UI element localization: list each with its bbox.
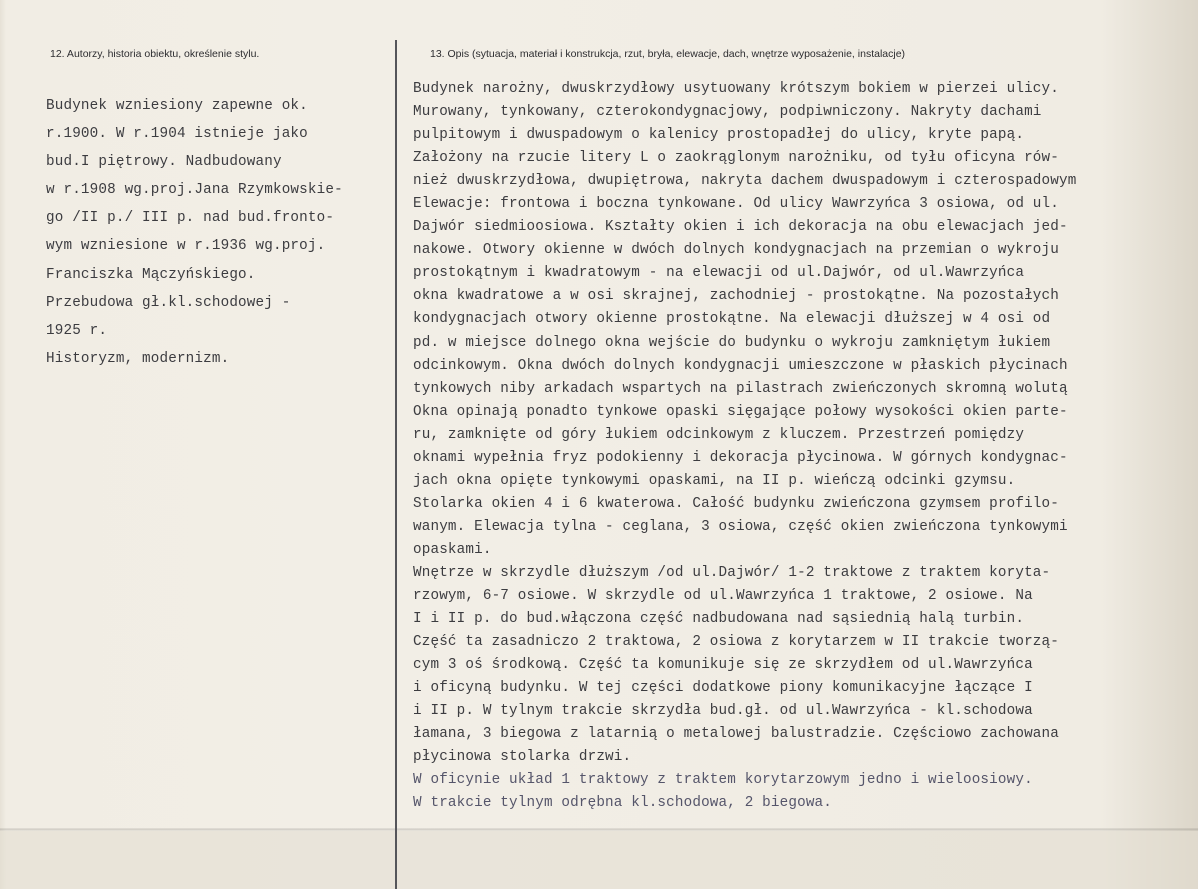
text-line: okna kwadratowe a w osi skrajnej, zachodniej - prostokątne. Na pozostałych: [413, 288, 1059, 305]
section-13-header: 13. Opis (sytuacja, materiał i konstrukcja, rzut, bryła, elewacje, dach, wnętrze wyposażenie, instalacje): [430, 48, 906, 60]
text-line: nakowe. Otwory okienne w dwóch dolnych kondygnacjach na przemian o wykroju: [413, 242, 1059, 259]
paper-fold-shadow: [0, 831, 1198, 889]
text-line: prostokątnym i kwadratowym - na elewacji od ul.Dajwór, od ul.Wawrzyńca: [413, 265, 1025, 282]
text-line: Elewacje: frontowa i boczna tynkowane. Od ulicy Wawrzyńca 3 osiowa, od ul.: [413, 196, 1059, 213]
text-line: go /II p./ III p. nad bud.fronto-: [46, 210, 335, 227]
description-text: [413, 78, 1076, 816]
column-divider: [395, 40, 397, 889]
text-line: r.1900. W r.1904 istnieje jako: [46, 126, 308, 143]
text-line: i oficyną budynku. W tej części dodatkowe piony komunikacyjne łączące I: [413, 680, 1033, 697]
text-line: Okna opinają ponadto tynkowe opaski sięgające połowy wysokości okien parte-: [413, 403, 1068, 420]
text-line: ru, zamknięte od góry łukiem odcinkowym z kluczem. Przestrzeń pomiędzy: [413, 426, 1025, 443]
text-line: rzowym, 6-7 osiowe. W skrzydle od ul.Wawrzyńca 1 traktowe, 2 osiowe. Na: [413, 588, 1033, 605]
text-line: Franciszka Mączyńskiego.: [46, 266, 256, 283]
authors-history-text: [46, 92, 343, 373]
text-line: Dajwór siedmioosiowa. Kształty okien i ich dekoracja na obu elewacjach jed-: [413, 219, 1068, 236]
text-line: nież dwuskrzydłowa, dwupiętrowa, nakryta dachem dwuspadowym i czterospadowym: [413, 173, 1077, 190]
text-line: pd. w miejsce dolnego okna wejście do budynku o wykroju zamkniętym łukiem: [413, 334, 1051, 351]
text-line: wanym. Elewacja tylna - ceglana, 3 osiowa, część okien zwieńczona tynkowymi: [413, 518, 1068, 535]
text-line: Budynek narożny, dwuskrzydłowy usytuowany krótszym bokiem w pierzei ulicy.: [413, 81, 1059, 97]
text-line: tynkowych niby arkadach wspartych na pilastrach zwieńczonych skromną wolutą: [413, 380, 1068, 397]
text-line: w r.1908 wg.proj.Jana Rzymkowskie-: [46, 182, 343, 199]
text-line: Budynek wzniesiony zapewne ok.: [46, 98, 308, 114]
text-line: i II p. W tylnym trakcie skrzydła bud.gł. od ul.Wawrzyńca - kl.schodowa: [413, 703, 1033, 720]
text-line: wym wzniesione w r.1936 wg.proj.: [46, 238, 326, 255]
text-line: łamana, 3 biegowa z latarnią o metalowej balustradzie. Częściowo zachowana: [413, 726, 1059, 743]
text-line: I i II p. do bud.włączona część nadbudowana nad sąsiednią halą turbin.: [413, 611, 1025, 628]
text-line: Stolarka okien 4 i 6 kwaterowa. Całość budynku zwieńczona gzymsem profilo-: [413, 495, 1059, 512]
text-line: opaskami.: [413, 541, 492, 558]
text-line: odcinkowym. Okna dwóch dolnych kondygnacji umieszczone w płaskich płycinach: [413, 357, 1068, 374]
text-line: 1925 r.: [46, 322, 108, 339]
text-line: Założony na rzucie litery L o zaokrąglonym narożniku, od tyłu oficyna rów-: [413, 150, 1059, 167]
text-line: jach okna opięte tynkowymi opaskami, na II p. wieńczą odcinki gzymsu.: [413, 472, 1016, 489]
text-line: Przebudowa gł.kl.schodowej -: [46, 294, 291, 311]
text-line: W oficynie układ 1 traktowy z traktem korytarzowym jedno i wieloosiowy.: [413, 772, 1033, 789]
text-line: oknami wypełnia fryz podokienny i dekoracja płycinowa. W górnych kondygnac-: [413, 449, 1068, 466]
text-line: Część ta zasadniczo 2 traktowa, 2 osiowa z korytarzem w II trakcie tworzą-: [413, 634, 1059, 651]
text-line: kondygnacjach otwory okienne prostokątne. Na elewacji dłuższej w 4 osi od: [413, 311, 1051, 328]
text-line: bud.I piętrowy. Nadbudowany: [46, 154, 282, 171]
text-line: Historyzm, modernizm.: [46, 350, 230, 367]
text-line: płycinowa stolarka drzwi.: [413, 749, 632, 766]
section-12-header: 12. Autorzy, historia obiektu, określenie stylu.: [50, 48, 260, 60]
text-line: cym 3 oś środkową. Część ta komunikuje się ze skrzydłem od ul.Wawrzyńca: [413, 657, 1033, 674]
paper-fold-line: [0, 828, 1198, 831]
text-line: pulpitowym i dwuspadowym o kalenicy prostopadłej do ulicy, kryte papą.: [413, 127, 1025, 144]
text-line: Murowany, tynkowany, czterokondygnacjowy, podpiwniczony. Nakryty dachami: [413, 104, 1042, 121]
text-line: W trakcie tylnym odrębna kl.schodowa, 2 biegowa.: [413, 795, 833, 812]
text-line: Wnętrze w skrzydle dłuższym /od ul.Dajwór/ 1-2 traktowe z traktem koryta-: [413, 564, 1051, 581]
